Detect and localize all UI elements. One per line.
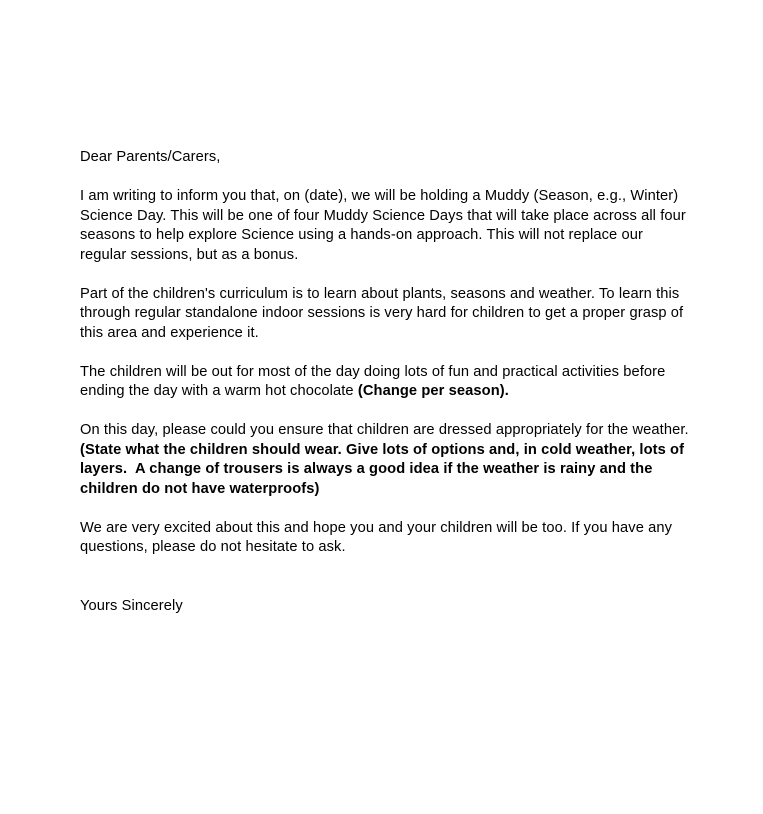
bold-text-run: (Change per season). [357, 383, 509, 399]
text-line [80, 382, 689, 402]
paragraph [80, 148, 689, 168]
text-run: questions, please do not hesitate to ask. [80, 539, 346, 555]
text-line [80, 324, 689, 344]
text-line [80, 480, 689, 500]
paragraph [80, 285, 689, 344]
text-run: regular sessions, but as a bonus. [80, 246, 299, 263]
text-run: Yours Sincerely [80, 597, 183, 614]
bold-text-run: children do not have waterproofs) [80, 480, 320, 497]
text-line [80, 285, 689, 305]
text-line [80, 421, 689, 441]
text-line [80, 441, 689, 461]
bold-text-run: (State what the children should wear. Give lots of options and, in cold weather, lots of [80, 441, 685, 458]
text-run: through regular standalone indoor sessions is very hard for children to get a proper grasp of [80, 305, 684, 321]
text-line [80, 187, 689, 207]
paragraph [80, 187, 689, 265]
text-line [80, 597, 689, 617]
text-run: this area and experience it. [80, 324, 259, 341]
text-line [80, 148, 689, 168]
text-run: I am writing to inform you that, on (date), we will be holding a Muddy (Season, e.g., Winter) [80, 188, 679, 204]
text-line [80, 538, 689, 558]
text-run: seasons to help explore Science using a hands-on approach. This will not replace our [80, 227, 643, 243]
bold-text-run: layers. A change of trousers is always a good idea if the weather is rainy and the [80, 461, 653, 477]
paragraph [80, 597, 689, 617]
text-run: Dear Parents/Carers, [80, 149, 221, 165]
text-line [80, 519, 689, 539]
text-line [80, 226, 689, 246]
paragraph [80, 519, 689, 558]
paragraph [80, 363, 689, 402]
text-run: Science Day. This will be one of four Muddy Science Days that will take place across all four [80, 207, 686, 224]
paragraph [80, 421, 689, 499]
text-line [80, 207, 689, 227]
text-run: ending the day with a warm hot chocolate [80, 383, 358, 399]
text-line [80, 363, 689, 383]
text-run: We are very excited about this and hope you and your children will be too. If you have any [80, 519, 673, 536]
letter-body [80, 148, 689, 616]
text-run: On this day, please could you ensure that children are dressed appropriately for the weather. [80, 422, 689, 438]
text-line [80, 246, 689, 266]
text-line [80, 304, 689, 324]
text-run: The children will be out for most of the day doing lots of fun and practical activities before [80, 363, 666, 380]
text-line [80, 460, 689, 480]
text-run: Part of the children's curriculum is to learn about plants, seasons and weather. To learn this [80, 285, 680, 302]
